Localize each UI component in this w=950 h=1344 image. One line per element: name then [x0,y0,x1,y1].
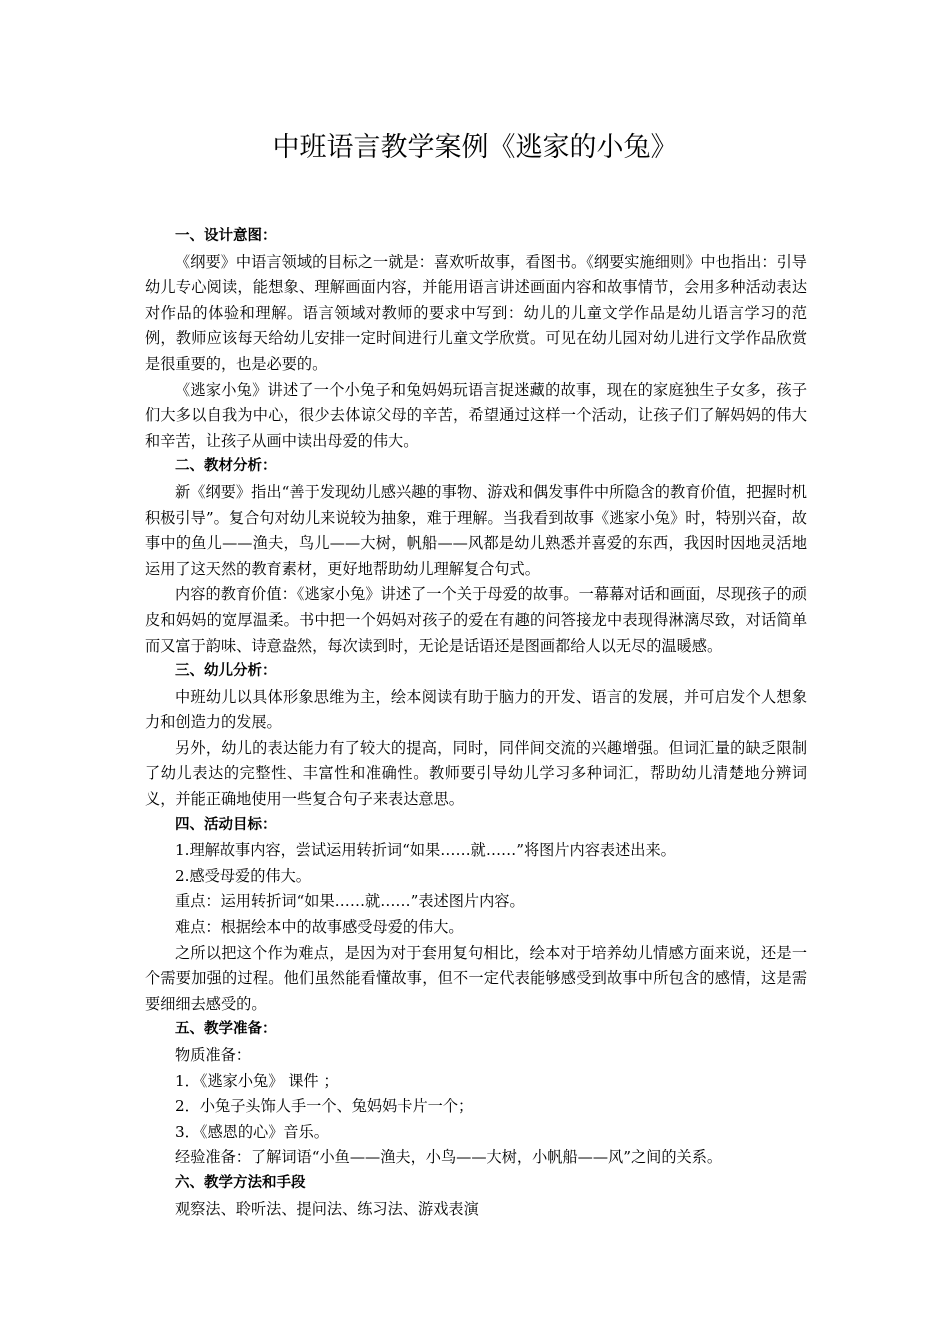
key-point: 重点：运用转折词“如果……就……”表述图片内容。 [175,892,525,911]
material-item: 2．小兔子头饰人手一个、兔妈妈卡片一个； [175,1097,474,1116]
material-item: 1．《逃家小兔》 课件 ； [175,1071,339,1090]
section-heading-material-analysis: 二、教材分析： [175,458,277,475]
section-heading-design-intent: 一、设计意图： [175,228,277,244]
section-heading-teaching-methods: 六、教学方法和手段 [175,1174,306,1191]
section-heading-activity-goals: 四、活动目标： [175,816,277,833]
paragraph: 观察法、聆听法、提问法、练习法、游戏表演 [175,1199,479,1218]
paragraph: 之所以把这个作为难点，是因为对于套用复句相比，绘本对于培养幼儿情感方面来说，还是一个需要加强的过程。他们虽然能看懂故事，但不一定代表能够感受到故事中所包含的感情，这是需要细细去感受的。 [145,943,807,1013]
paragraph: 另外，幼儿的表达能力有了较大的提高，同时，同伴间交流的兴趣增强。但词汇量的缺乏限制了幼儿表达的完整性、丰富性和准确性。教师要引导幼儿学习多种词汇，帮助幼儿清楚地分辨词义，并能正确地使用一些复合句子来表达意思。 [145,738,807,809]
paragraph: 中班幼儿以具体形象思维为主，绘本阅读有助于脑力的开发、语言的发展，并可启发个人想象力和创造力的发展。 [145,687,807,732]
paragraph: 内容的教育价值：《逃家小兔》讲述了一个关于母爱的故事。一幕幕对话和画面，尽现孩子的顽皮和妈妈的宽厚温柔。书中把一个妈妈对孩子的爱在有趣的问答接龙中表现得淋漓尽致，对话简单而又富于韵味、诗意盎然，每次读到时，无论是话语还是图画都给人以无尽的温暖感。 [145,585,807,655]
paragraph: 新《纲要》指出“善于发现幼儿感兴趣的事物、游戏和偶发事件中所隐含的教育价值，把握时机积极引导”。复合句对幼儿来说较为抽象，难于理解。当我看到故事《逃家小兔》时，特别兴奋，故事中的鱼儿——渔夫，鸟儿——大树，帆船——风都是幼儿熟悉并喜爱的东西，我因时因地灵活地运用了这天然的教育素材，更好地帮助幼儿理解复合句式。 [145,482,807,578]
document-body [145,224,807,1222]
goal-item: 2.感受母爱的伟大。 [175,866,311,885]
material-item: 3．《感恩的心》音乐。 [175,1122,329,1141]
difficult-point: 难点：根据绘本中的故事感受母爱的伟大。 [175,918,464,937]
document-title: 中班语言教学案例《逃家的小兔》 [272,132,678,163]
section-heading-teaching-preparation: 五、教学准备： [175,1021,277,1038]
goal-item: 1.理解故事内容，尝试运用转折词“如果……就……”将图片内容表述出来。 [175,841,676,860]
paragraph: 《逃家小兔》讲述了一个小兔子和兔妈妈玩语言捉迷藏的故事，现在的家庭独生子女多，孩子们大多以自我为中心，很少去体谅父母的辛苦，希望通过这样一个活动，让孩子们了解妈妈的伟大和辛苦，让孩子从画中读出母爱的伟大。 [145,380,807,450]
material-label: 物质准备： [175,1046,251,1064]
experience-preparation: 经验准备：了解词语“小鱼——渔夫，小鸟——大树，小帆船——风”之间的关系。 [175,1148,723,1167]
paragraph: 《纲要》中语言领域的目标之一就是：喜欢听故事，看图书。《纲要实施细则》中也指出：引导幼儿专心阅读，能想象、理解画面内容，并能用语言讲述画面内容和故事情节，会用多种活动表达对作品的体验和理解。语言领域对教师的要求中写到：幼儿的儿童文学作品是幼儿语言学习的范例，教师应该每天给幼儿安排一定时间进行儿童文学欣赏。可见在幼儿园对幼儿进行文学作品欣赏是很重要的，也是必要的。 [145,252,807,373]
section-heading-child-analysis: 三、幼儿分析： [175,663,277,680]
